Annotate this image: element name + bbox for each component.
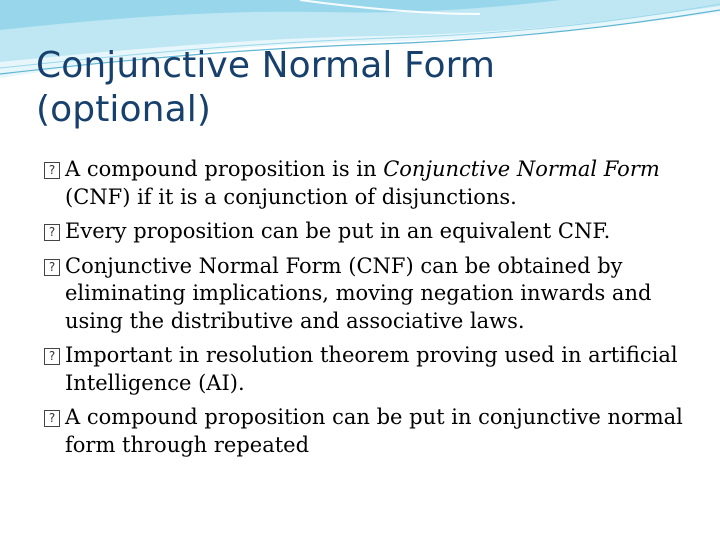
bullet-item xyxy=(44,404,684,459)
bullet-text: A compound proposition can be put in conjunctive normal form through repeated xyxy=(65,405,683,457)
bullet-text: A compound proposition is in xyxy=(65,157,384,181)
bullet-marker-icon: ? xyxy=(44,162,60,179)
bullet-item xyxy=(44,342,684,397)
bullet-marker-icon: ? xyxy=(44,348,60,365)
bullet-marker-icon: ? xyxy=(44,259,60,276)
bullet-marker-icon: ? xyxy=(44,224,60,241)
bullet-marker-icon: ? xyxy=(44,410,60,427)
bullet-text: Important in resolution theorem proving used in artificial Intelligence (AI). xyxy=(65,343,678,395)
slide-title xyxy=(36,44,676,132)
bullet-list xyxy=(44,156,684,466)
bullet-item xyxy=(44,156,684,211)
bullet-text-italic: Conjunctive Normal Form xyxy=(383,157,660,181)
title-line-2: (optional) xyxy=(36,89,211,130)
title-line-1: Conjunctive Normal Form xyxy=(36,45,496,86)
bullet-item xyxy=(44,218,684,246)
bullet-text: (CNF) if it is a conjunction of disjunctions. xyxy=(65,184,517,209)
bullet-text: Conjunctive Normal Form (CNF) can be obtained by eliminating implications, moving negation inwards and using the distributive and associative laws. xyxy=(65,253,652,333)
bullet-text: Every proposition can be put in an equivalent CNF. xyxy=(65,219,611,243)
bullet-item xyxy=(44,253,684,336)
